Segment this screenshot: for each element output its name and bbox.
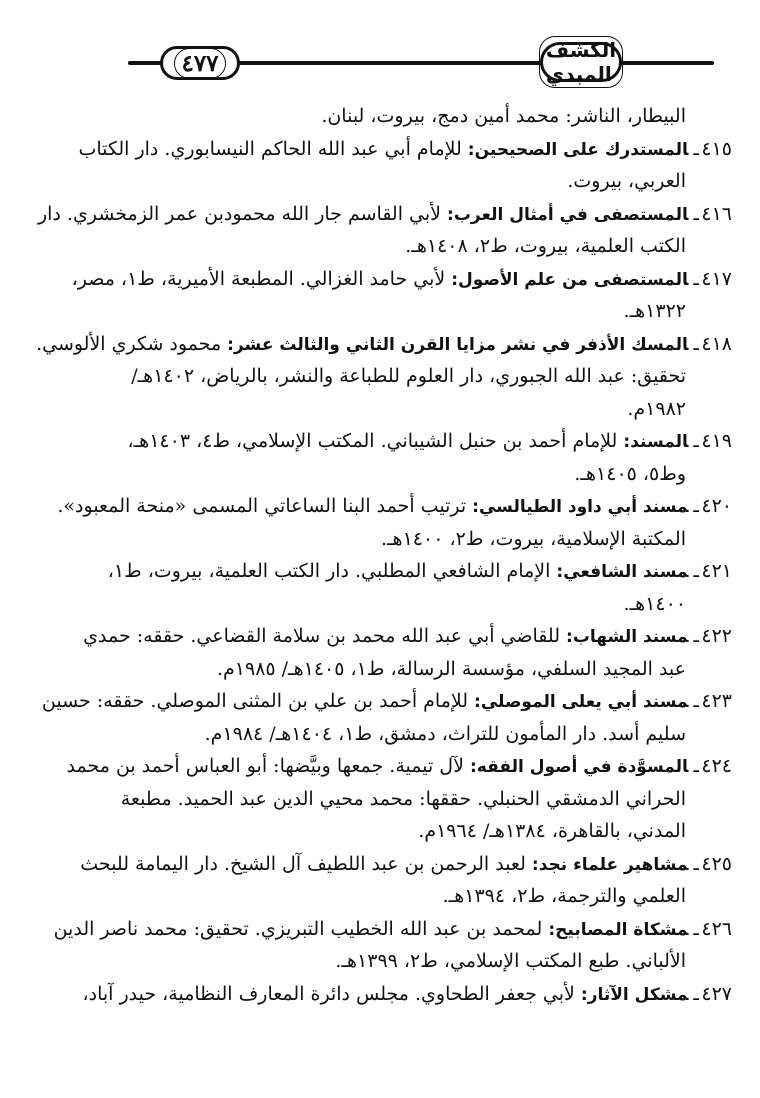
entry-description: الإمام الشافعي المطلبي. دار الكتب العلمية، بيروت، ط١، [107,560,557,582]
entry-description: ١٤٠٠هـ. [623,592,686,615]
entry-description: للقاضي أبي عبد الله محمد بن سلامة القضاعي. حققه: حمدي [83,625,567,647]
entry-dash: ـ [693,982,699,1005]
entry-description: ١٩٨٢م. [627,397,686,420]
entry-dash: ـ [693,625,699,647]
entry-continuation-line [126,815,732,848]
entry-number: ٤٢٤ [701,755,732,777]
entry-number: ٤١٥ [701,137,732,160]
entry-first-line [107,555,732,588]
entry-description: للإمام أحمد بن علي بن المثنى الموصلي. حققه: حسين [41,690,475,712]
entry-number: ٤٢٦ [701,917,732,940]
entry-description: للإمام أحمد بن حنبل الشيباني. المكتب الإسلامي، ط٤، ١٤٠٣هـ، [127,430,624,452]
entry-title: المسك الأذفر في نشر مزايا القرن الثاني والثالث عشر: [227,334,689,355]
entry-number: ٤١٧ [701,267,732,290]
entry-description: لمحمد بن عبد الله الخطيب التبريزي. تحقيق: محمد ناصر الدين [53,917,549,940]
entry-title: مشاهير علماء نجد: [531,854,689,875]
entry-first-line [36,328,732,361]
entry-description: لعبد الرحمن بن عبد اللطيف آل الشيخ. دار اليمامة للبحث [80,852,532,875]
entry-number: ٤١٩ [701,430,732,452]
entry-description: الألباني. طبع المكتب الإسلامي، ط٢، ١٣٩٩هـ. [335,950,686,972]
entry-continuation-line [126,100,732,133]
entry-title: مسند الشافعي: [556,562,689,582]
entry-description: عبد المجيد السلفي، مؤسسة الرسالة، ط١، ١٤٠٥هـ/ ١٩٨٥م. [216,657,686,680]
entry-continuation-line [126,458,732,491]
entry-description: لأبي القاسم جار الله محمودبن عمر الزمخشري. دار [37,202,448,225]
header-rule-middle [236,61,542,65]
entry-first-line [78,133,732,166]
entry-first-line [66,750,732,783]
entry-title: مشكل الآثار: [580,984,689,1005]
entry-dash: ـ [693,560,699,582]
entry-description: الحراني الدمشقي الحنبلي. حققها: محمد محيي الدين عبد الحميد. مطبعة [120,787,686,810]
header-rule-right [618,61,714,65]
entry-first-line [82,978,732,1011]
entry-description: العلمي والترجمة، ط٢، ١٣٩٤هـ. [442,885,686,907]
entry-dash: ـ [693,852,699,875]
book-title-frame [540,38,622,86]
entry-description: لأبي جعفر الطحاوي. مجلس دائرة المعارف النظامية، حيدر آباد، [82,982,581,1005]
entry-first-line [37,198,732,231]
entry-title: المسوَّدة في أصول الفقه: [470,757,689,777]
entry-first-line [83,620,732,653]
entry-first-line [80,848,732,881]
entry-continuation-line [126,360,732,393]
entry-continuation-line [126,718,732,751]
entry-number: ٤٢٠ [701,495,732,517]
header-rule-left [128,61,164,65]
entry-dash: ـ [693,332,699,355]
entry-description: وط٥، ١٤٠٥هـ. [574,462,686,485]
entry-dash: ـ [693,430,699,452]
entry-continuation-line [126,523,732,556]
entry-dash: ـ [693,917,699,940]
entry-continuation-line [126,880,732,913]
entry-continuation-line [126,230,732,263]
entry-first-line [53,913,732,946]
entry-continuation-line [126,295,732,328]
entry-description: لأبي حامد الغزالي. المطبعة الأميرية، ط١، مصر، [71,267,452,290]
entry-number: ٤٢٣ [701,690,732,712]
entry-description: لآل تيمية. جمعها وبيَّضها: أبو العباس أحمد بن محمد [66,755,470,777]
entry-number: ٤١٨ [701,332,732,355]
bibliography-text [36,100,732,1010]
entry-description: ١٣٢٢هـ. [623,300,686,322]
entry-dash: ـ [693,137,699,160]
entry-first-line [41,685,732,718]
entry-description: محمود شكري الألوسي. [36,332,228,355]
page-number-frame [160,46,240,80]
entry-number: ٤٢٧ [701,982,732,1005]
entry-continuation-line [126,588,732,621]
entry-title: مشكاة المصابيح: [548,919,689,940]
page-number: ٤٧٧ [174,48,225,79]
entry-continuation-line [126,945,732,978]
entry-first-line [57,490,732,523]
running-title: الكشف المبدي [539,36,623,88]
entry-title: مسند الشهاب: [566,627,689,647]
entry-number: ٤٢١ [701,560,732,582]
entry-dash: ـ [693,690,699,712]
entry-description: ترتيب أحمد البنا الساعاتي المسمى «منحة المعبود». [57,495,473,517]
entry-description: العربي، بيروت. [567,170,686,192]
entry-description: تحقيق: عبد الله الجبوري، دار العلوم للطباعة والنشر، بالرياض، ١٤٠٢هـ/ [131,365,686,387]
entry-title: المستصفى في أمثال العرب: [447,204,689,225]
entry-continuation-line [126,165,732,198]
entry-number: ٤١٦ [701,202,732,225]
entry-title: المستصفى من علم الأصول: [451,269,689,290]
entry-description: سليم أسد. دار المأمون للتراث، دمشق، ط١، ١٤٠٤هـ/ ١٩٨٤م. [204,722,686,745]
entry-title: المستدرك على الصحيحين: [467,139,689,160]
page-header [0,0,760,100]
entry-description: المدني، بالقاهرة، ١٣٨٤هـ/ ١٩٦٤م. [418,820,686,842]
entry-dash: ـ [693,755,699,777]
entry-dash: ـ [693,495,699,517]
entry-description: للإمام أبي عبد الله الحاكم النيسابوري. دار الكتاب [78,137,468,160]
entry-description: البيطار، الناشر: محمد أمين دمج، بيروت، لبنان. [321,105,686,127]
entry-title: المسند: [623,432,689,452]
entry-first-line [126,425,732,458]
entry-number: ٤٢٥ [701,852,732,875]
entry-number: ٤٢٢ [701,625,732,647]
entry-title: مسند أبي داود الطيالسي: [472,497,689,517]
entry-description: المكتبة الإسلامية، بيروت، ط٢، ١٤٠٠هـ. [380,527,686,550]
entry-dash: ـ [693,202,699,225]
entry-continuation-line [120,783,732,816]
entry-title: مسند أبي يعلى الموصلي: [474,692,689,712]
entry-continuation-line [126,653,732,686]
entry-description: الكتب العلمية، بيروت، ط٢، ١٤٠٨هـ. [405,235,686,257]
entry-dash: ـ [693,267,699,290]
entry-first-line [71,263,732,296]
entry-continuation-line [126,393,732,426]
